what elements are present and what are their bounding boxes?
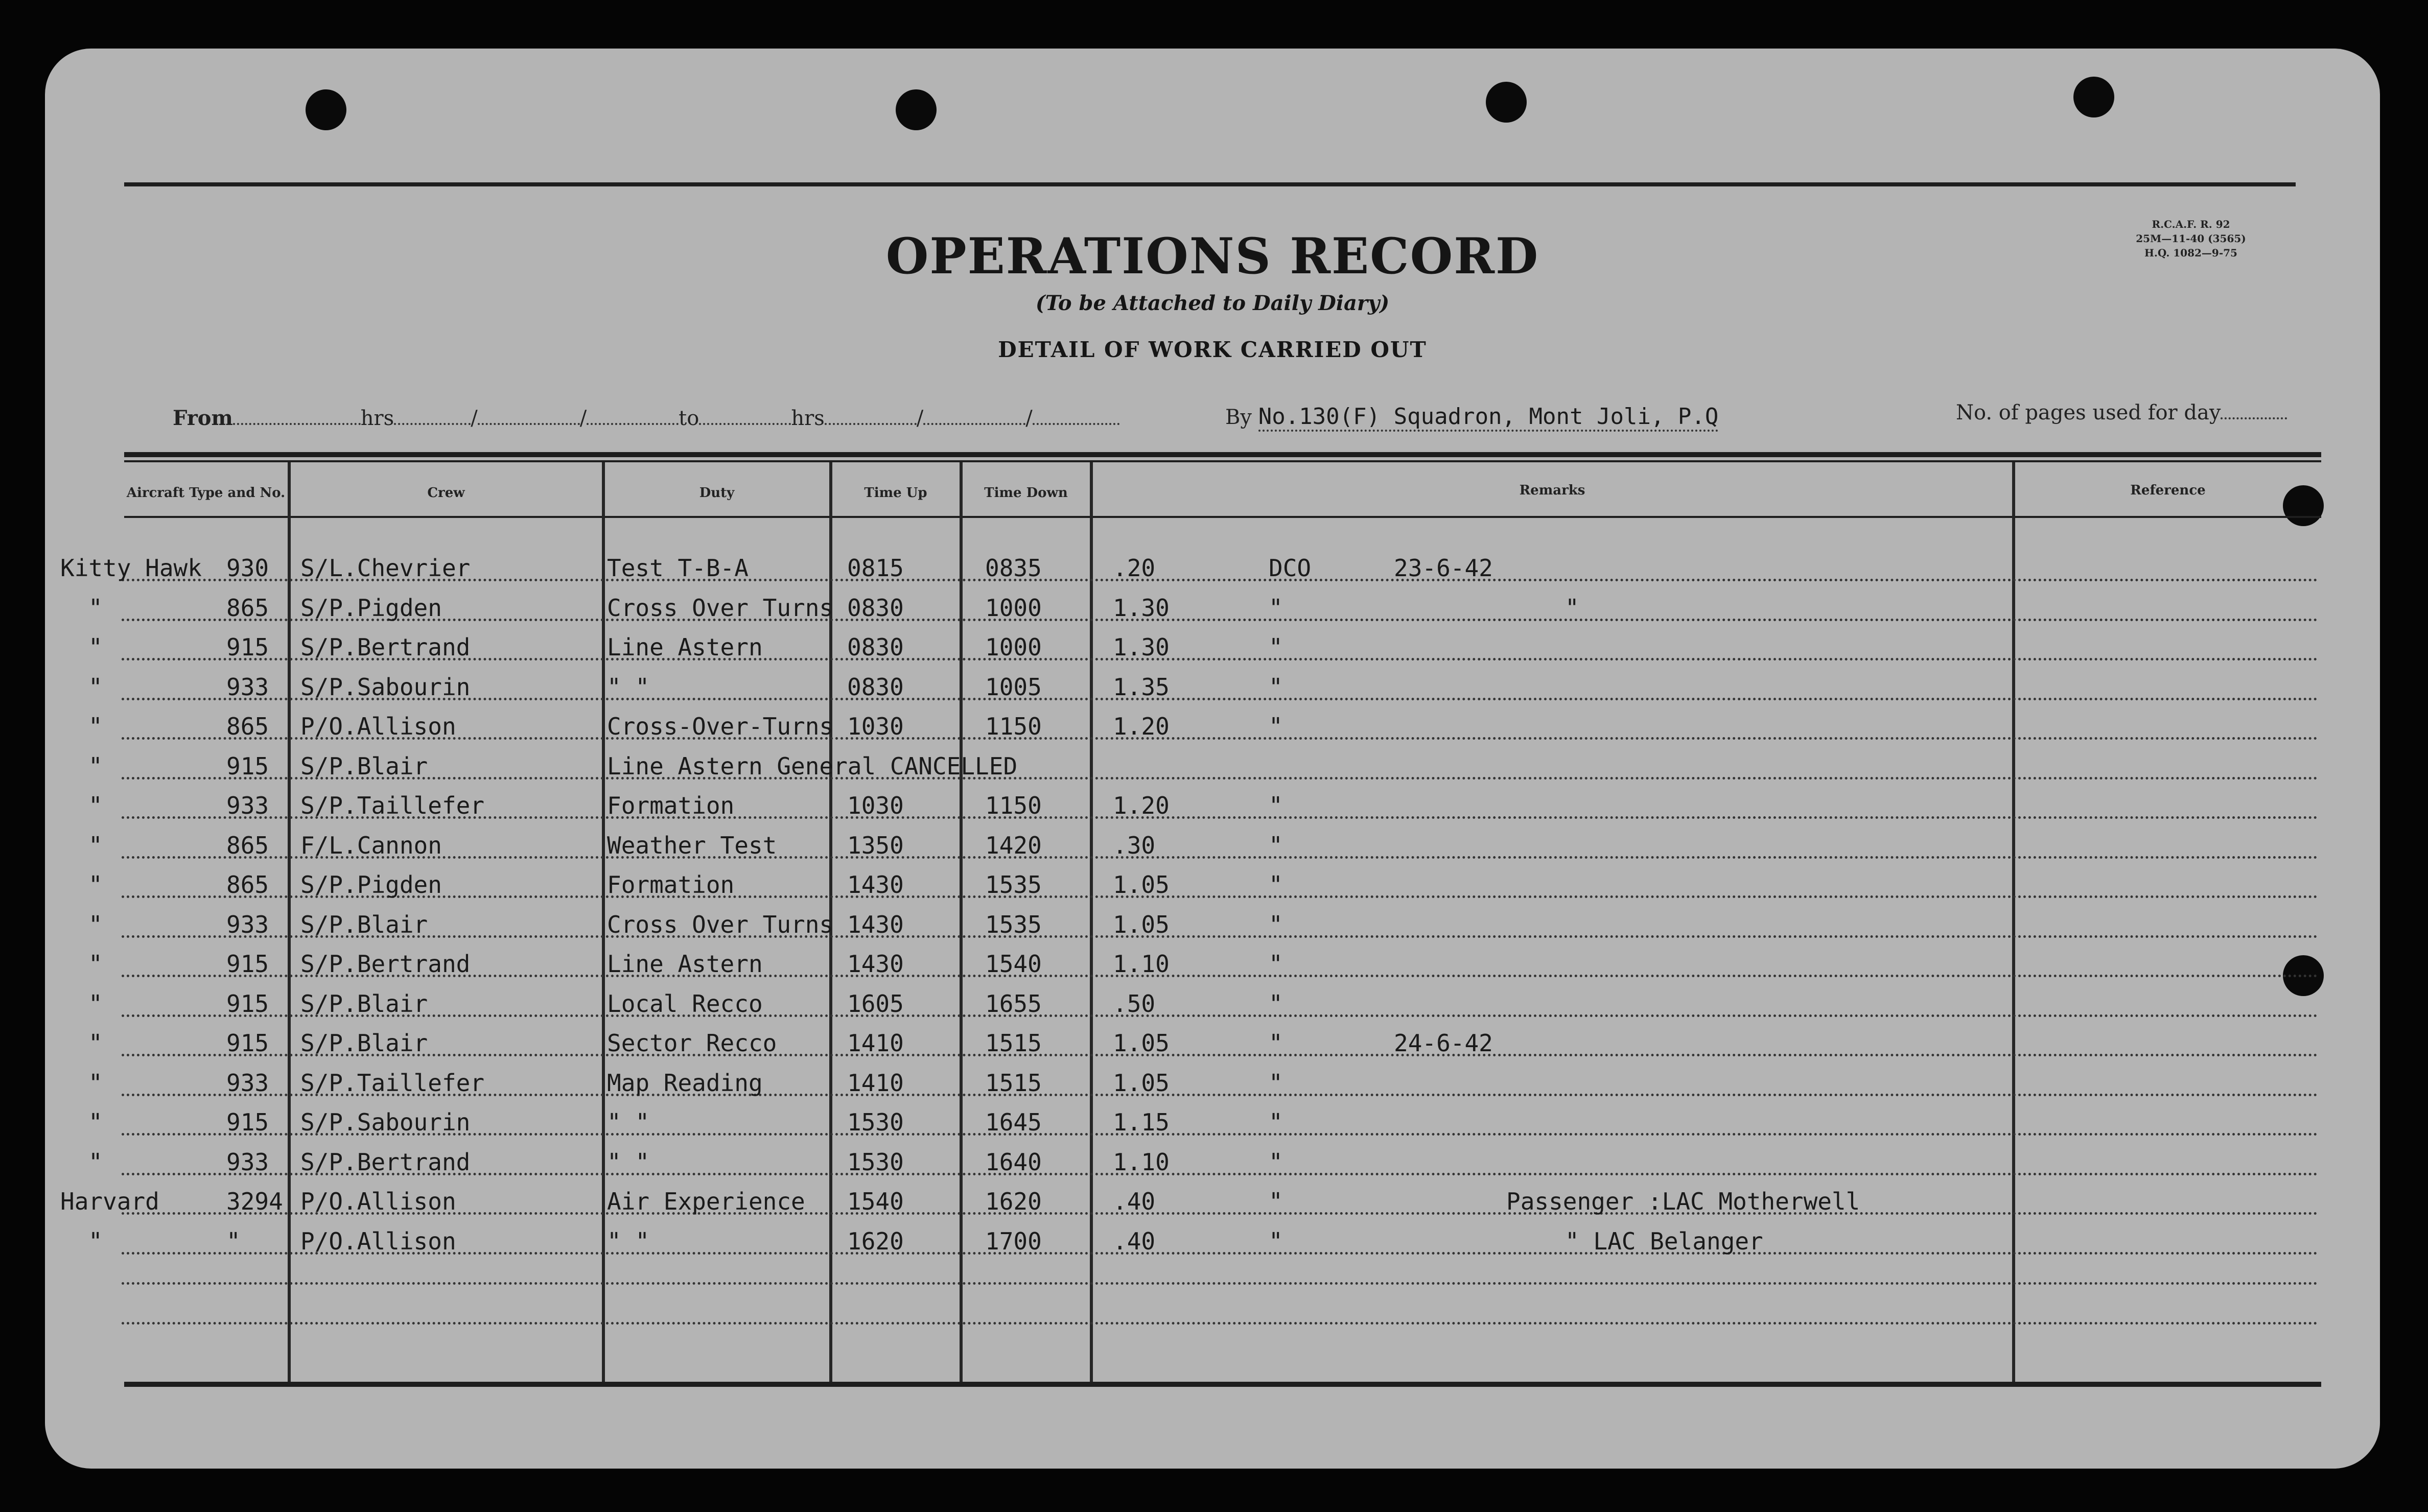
aircraft-type: " — [88, 1108, 103, 1136]
crew-name: F/L.Cannon — [300, 831, 442, 859]
by-line — [1225, 404, 1718, 430]
remark-mark: " — [1269, 989, 1283, 1018]
remark-text: " LAC Belanger — [1565, 1227, 1763, 1255]
crew-name: P/O.Allison — [300, 713, 456, 740]
crew-name: S/P.Blair — [300, 1029, 428, 1057]
time-up: 1410 — [847, 1029, 904, 1057]
hrs-label: hrs — [791, 407, 825, 430]
remark-mark: " — [1269, 1069, 1283, 1097]
remark-mark: " — [1269, 950, 1283, 978]
col-header-remarks: Remarks — [1519, 483, 1585, 498]
duration: 1.30 — [1113, 633, 1170, 661]
crew-name: S/P.Bertrand — [300, 950, 471, 978]
duty: Sector Recco — [607, 1029, 777, 1057]
duration: 1.35 — [1113, 673, 1170, 701]
row-rule — [122, 856, 2319, 859]
crew-name: S/P.Sabourin — [300, 673, 471, 701]
duty: " " — [607, 1108, 650, 1136]
crew-name: S/P.Pigden — [300, 871, 442, 899]
aircraft-number: 933 — [226, 673, 269, 701]
aircraft-number: 915 — [226, 950, 269, 978]
row-rule — [122, 777, 2319, 779]
duty: Line Astern — [607, 633, 763, 661]
remark-mark: " — [1269, 1108, 1283, 1136]
pages-label: No. of pages used for day — [1956, 401, 2221, 424]
duration: 1.20 — [1113, 713, 1170, 740]
duty: Cross Over Turns — [607, 910, 834, 938]
aircraft-type: " — [88, 1029, 103, 1057]
duration: .40 — [1113, 1188, 1156, 1215]
row-rule — [122, 895, 2319, 898]
col-divider — [288, 462, 291, 1382]
punch-hole — [896, 89, 937, 130]
time-down: 1000 — [985, 633, 1042, 661]
col-header-aircraft: Aircraft Type and No. — [126, 485, 286, 501]
duty: " " — [607, 673, 650, 701]
time-up: 1430 — [847, 950, 904, 978]
remark-mark: " — [1269, 673, 1283, 701]
col-header-reference: Reference — [2130, 483, 2206, 498]
aircraft-type: " — [88, 831, 103, 859]
punch-hole — [2073, 77, 2114, 117]
by-label: By — [1225, 406, 1252, 429]
aircraft-type: " — [88, 633, 103, 661]
aircraft-number: 915 — [226, 989, 269, 1018]
duration: 1.15 — [1113, 1108, 1170, 1136]
crew-name: S/P.Bertrand — [300, 633, 471, 661]
aircraft-type: " — [88, 871, 103, 899]
duty: " " — [607, 1148, 650, 1176]
remark-mark: " — [1269, 633, 1283, 661]
squadron-name: No.130(F) Squadron, Mont Joli, P.Q — [1258, 404, 1719, 432]
aircraft-type: Harvard — [60, 1188, 159, 1215]
aircraft-type: " — [88, 752, 103, 780]
crew-name: S/P.Blair — [300, 989, 428, 1018]
aircraft-type: " — [88, 673, 103, 701]
time-up: 0830 — [847, 594, 904, 622]
remark-mark: " — [1269, 1227, 1283, 1255]
top-rule — [124, 182, 2296, 186]
crew-name: P/O.Allison — [300, 1188, 456, 1215]
col-divider — [1090, 462, 1093, 1382]
time-down: 1150 — [985, 713, 1042, 740]
duration: .40 — [1113, 1227, 1156, 1255]
remark-mark: " — [1269, 594, 1283, 622]
page-subtitle: (To be Attached to Daily Diary) — [1035, 291, 1390, 315]
time-up: 1350 — [847, 831, 904, 859]
crew-name: S/L.Chevrier — [300, 554, 471, 582]
aircraft-type: " — [88, 950, 103, 978]
time-up: 1410 — [847, 1069, 904, 1097]
time-down: 1150 — [985, 792, 1042, 819]
col-header-crew: Crew — [427, 485, 465, 501]
time-down: 1515 — [985, 1069, 1042, 1097]
remark-mark: " — [1269, 871, 1283, 899]
col-header-duty: Duty — [699, 485, 735, 501]
col-divider — [602, 462, 605, 1382]
col-header-time-down: Time Down — [984, 485, 1068, 501]
aircraft-type: " — [88, 1069, 103, 1097]
page-title: OPERATIONS RECORD — [885, 227, 1539, 285]
from-line: From hrs / / to hrs / / — [173, 406, 1119, 430]
remark-mark: " — [1269, 713, 1283, 740]
time-down: 1640 — [985, 1148, 1042, 1176]
duty: Local Recco — [607, 989, 763, 1018]
section-heading: DETAIL OF WORK CARRIED OUT — [998, 337, 1427, 362]
form-code-line: 25M—11-40 (3565) — [2136, 232, 2246, 245]
crew-name: S/P.Pigden — [300, 594, 442, 622]
aircraft-type: " — [88, 1227, 103, 1255]
punch-hole — [306, 89, 346, 130]
aircraft-number: " — [226, 1227, 241, 1255]
duration: 1.05 — [1113, 871, 1170, 899]
remark-mark: " — [1269, 1029, 1283, 1057]
pages-line — [1956, 401, 2287, 424]
remark-mark: " — [1269, 792, 1283, 819]
aircraft-type: " — [88, 989, 103, 1018]
time-down: 0835 — [985, 554, 1042, 582]
aircraft-number: 915 — [226, 1108, 269, 1136]
aircraft-type: " — [88, 594, 103, 622]
aircraft-number: 933 — [226, 1148, 269, 1176]
table-top-rule-2 — [124, 460, 2321, 462]
from-label: From — [173, 406, 233, 430]
time-up: 1430 — [847, 910, 904, 938]
time-up: 1530 — [847, 1148, 904, 1176]
aircraft-number: 933 — [226, 792, 269, 819]
aircraft-number: 930 — [226, 554, 269, 582]
time-up: 1430 — [847, 871, 904, 899]
aircraft-number: 865 — [226, 713, 269, 740]
aircraft-number: 933 — [226, 910, 269, 938]
duration: .50 — [1113, 989, 1156, 1018]
aircraft-type: " — [88, 910, 103, 938]
time-up: 1540 — [847, 1188, 904, 1215]
col-divider — [960, 462, 963, 1382]
duty: Map Reading — [607, 1069, 763, 1097]
remark-mark: " — [1269, 910, 1283, 938]
remark-mark: " — [1269, 1188, 1283, 1215]
row-rule — [122, 935, 2319, 938]
time-up: 1030 — [847, 792, 904, 819]
duty: " " — [607, 1227, 650, 1255]
time-up: 1530 — [847, 1108, 904, 1136]
duration: 1.05 — [1113, 910, 1170, 938]
time-up: 0830 — [847, 633, 904, 661]
crew-name: P/O.Allison — [300, 1227, 456, 1255]
remark-mark: " — [1269, 831, 1283, 859]
time-down: 1420 — [985, 831, 1042, 859]
remark-mark: " — [1269, 1148, 1283, 1176]
time-down: 1700 — [985, 1227, 1042, 1255]
remark-text: 24-6-42 — [1394, 1029, 1493, 1057]
operations-record-card — [45, 49, 2380, 1469]
aircraft-number: 865 — [226, 594, 269, 622]
remark-mark: DCO — [1269, 554, 1312, 582]
row-rule — [122, 1014, 2319, 1017]
duration: 1.10 — [1113, 1148, 1170, 1176]
time-down: 1540 — [985, 950, 1042, 978]
time-down: 1000 — [985, 594, 1042, 622]
duration: 1.20 — [1113, 792, 1170, 819]
form-code-line: R.C.A.F. R. 92 — [2152, 218, 2230, 230]
duration: 1.10 — [1113, 950, 1170, 978]
time-down: 1620 — [985, 1188, 1042, 1215]
table-top-rule — [124, 452, 2321, 457]
time-down: 1535 — [985, 871, 1042, 899]
duty: Weather Test — [607, 831, 777, 859]
table-bottom-rule — [124, 1382, 2321, 1387]
time-down: 1655 — [985, 989, 1042, 1018]
to-label: to — [679, 407, 699, 430]
time-up: 0830 — [847, 673, 904, 701]
crew-name: S/P.Blair — [300, 910, 428, 938]
aircraft-number: 915 — [226, 752, 269, 780]
form-code-line: H.Q. 1082—9-75 — [2144, 247, 2237, 259]
duty: Line Astern — [607, 950, 763, 978]
aircraft-number: 915 — [226, 633, 269, 661]
duty: Line Astern General CANCELLED — [607, 752, 1018, 780]
row-rule — [122, 619, 2319, 621]
remark-text: " — [1565, 594, 1579, 622]
aircraft-number: 3294 — [226, 1188, 283, 1215]
col-divider — [2012, 462, 2015, 1382]
duty: Test T-B-A — [607, 554, 749, 582]
aircraft-number: 865 — [226, 871, 269, 899]
punch-hole — [1486, 82, 1527, 123]
crew-name: S/P.Blair — [300, 752, 428, 780]
duration: 1.05 — [1113, 1069, 1170, 1097]
time-up: 1605 — [847, 989, 904, 1018]
duty: Formation — [607, 792, 735, 819]
duty: Cross Over Turns — [607, 594, 834, 622]
time-down: 1535 — [985, 910, 1042, 938]
hrs-label: hrs — [360, 407, 394, 430]
duty: Cross-Over-Turns — [607, 713, 834, 740]
aircraft-type: " — [88, 792, 103, 819]
duration: 1.05 — [1113, 1029, 1170, 1057]
duration: 1.30 — [1113, 594, 1170, 622]
row-rule — [122, 1282, 2319, 1285]
time-down: 1005 — [985, 673, 1042, 701]
duty: Air Experience — [607, 1188, 805, 1215]
aircraft-type: Kitty Hawk — [60, 554, 202, 582]
aircraft-type: " — [88, 1148, 103, 1176]
aircraft-number: 865 — [226, 831, 269, 859]
aircraft-type: " — [88, 713, 103, 740]
time-up: 0815 — [847, 554, 904, 582]
time-down: 1515 — [985, 1029, 1042, 1057]
aircraft-number: 933 — [226, 1069, 269, 1097]
crew-name: S/P.Bertrand — [300, 1148, 471, 1176]
crew-name: S/P.Taillefer — [300, 1069, 485, 1097]
header-rule — [124, 516, 2321, 518]
row-rule — [122, 1322, 2319, 1325]
remark-text: 23-6-42 — [1394, 554, 1493, 582]
col-header-time-up: Time Up — [864, 485, 927, 501]
aircraft-number: 915 — [226, 1029, 269, 1057]
duration: .30 — [1113, 831, 1156, 859]
time-down: 1645 — [985, 1108, 1042, 1136]
remark-text: Passenger :LAC Motherwell — [1506, 1188, 1860, 1215]
time-up: 1030 — [847, 713, 904, 740]
time-up: 1620 — [847, 1227, 904, 1255]
duty: Formation — [607, 871, 735, 899]
crew-name: S/P.Taillefer — [300, 792, 485, 819]
row-rule — [122, 1054, 2319, 1056]
crew-name: S/P.Sabourin — [300, 1108, 471, 1136]
duration: .20 — [1113, 554, 1156, 582]
